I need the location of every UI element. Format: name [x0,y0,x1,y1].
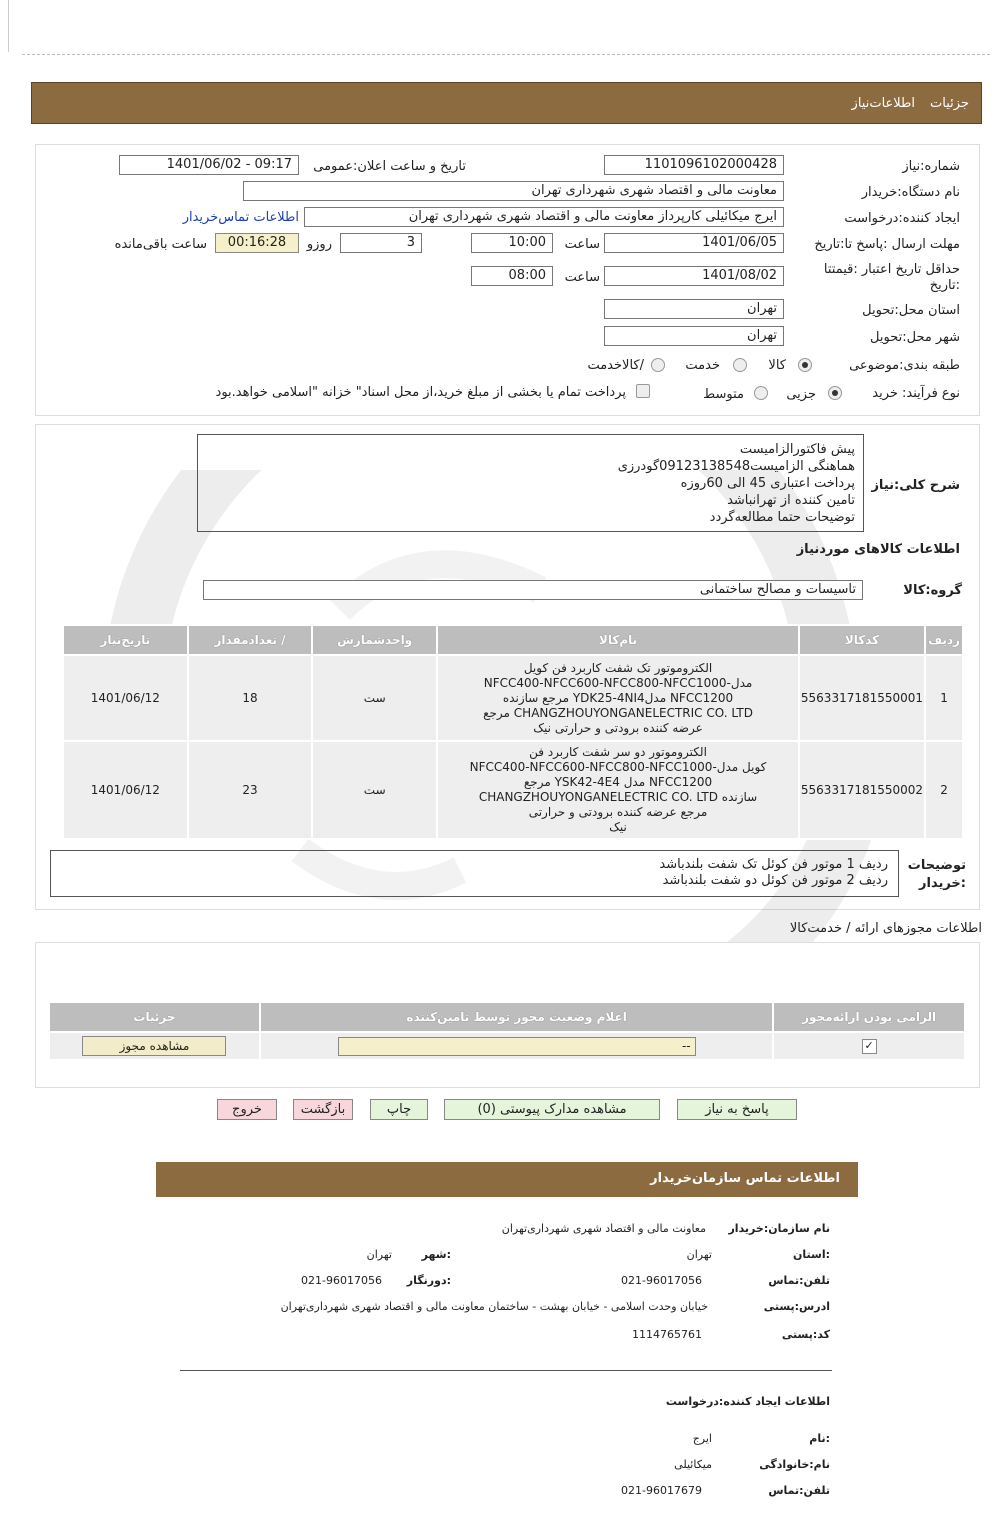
org-value: معاونت مالی و اقتصاد شهری شهرداری‌تهران [501,1222,706,1235]
page-header-bar [31,82,982,124]
cell-name [437,655,799,741]
treasury-payment-note: پرداخت تمام یا بخشی از مبلغ خرید،از محل اسناد" خزانه "اسلامی خواهد.بود [215,385,626,400]
permits-table [48,1001,966,1061]
contact-divider [180,1370,832,1371]
cell-date: 1401/06/12 [63,741,188,839]
summary-label: شرح کلی:نیاز [871,478,960,493]
col-unit: واحدشمارش [312,625,437,655]
address-value: خیابان وحدت اسلامی - خیابان بهشت - ساختمان معاونت مالی و اقتصاد شهری شهرداری‌تهران [280,1300,708,1313]
view-permit-button[interactable]: مشاهده مجوز [82,1036,226,1056]
col-permit-status: اعلام وضعیت مجوز توسط تامین‌کننده [260,1002,773,1032]
tab-need-info[interactable]: اطلاعات‌نیاز [851,96,915,111]
col-permit-required: الزامی بودن ارائه‌مجوز [773,1002,965,1032]
buyer-notes-label-1: توضیحات [907,858,966,873]
col-code: کدکالا [799,625,925,655]
days-label: روزو [306,237,332,252]
goods-table-header [63,625,963,655]
need-number-field: 1101096102000428 [604,155,784,175]
exit-button[interactable]: خروج [217,1099,277,1120]
col-permit-details: جزئیات [49,1002,260,1032]
city-label: شهر محل:تحویل [870,330,960,345]
org-label: نام سازمان:خریدار [728,1222,830,1235]
contact-section-header [156,1162,858,1197]
cell-unit: ست [312,655,437,741]
cell-code: 5563317181550001 [799,655,925,741]
cell-row: 1 [925,655,963,741]
col-name: نام‌کالا [437,625,799,655]
buyer-notes-box [50,850,899,897]
postal-value: 1114765761 [632,1328,702,1341]
buyer-notes-label-2: :خریدار [919,876,966,891]
cell-qty: 18 [188,655,313,741]
address-label: ادرس:پستی [763,1300,830,1313]
view-attachments-button[interactable]: مشاهده مدارک پیوستی (0) [444,1099,660,1120]
cell-permit-details [49,1032,260,1060]
name-line: کویل مدل-NFCC400-NFCC600-NFCC800-NFCC1000 [469,760,767,774]
fax-value: 021-96017056 [301,1274,382,1287]
buyer-contact-link[interactable]: اطلاعات تماس‌خریدار [182,210,299,225]
permit-status-field: -- [338,1037,696,1056]
contact-section-title: اطلاعات تماس سازمان‌خریدار [650,1171,840,1186]
province-value: تهران [686,1248,712,1261]
phone-value: 021-96017056 [621,1274,702,1287]
creator-phone-label: تلفن:تماس [768,1484,830,1497]
goods-group-field: تاسیسات و مصالح ساختمانی [203,580,863,600]
permits-title: اطلاعات مجوزهای ارائه / خدمت‌کالا [789,921,982,936]
remaining-timer: 00:16:28 [215,233,299,253]
province-label: استان محل:تحویل [862,303,960,318]
validity-time-label: ساعت [564,270,600,285]
validity-label-1: حداقل تاریخ اعتبار :قیمتتا [823,262,960,277]
cell-permit-required [773,1032,965,1060]
summary-line: توضیحات حتما مطالعه‌گردد [709,510,855,525]
radio-goods-label: کالا [768,358,786,373]
table-row [63,741,963,839]
summary-line: هماهنگی الزامیست09123138548گودرزی [617,459,855,474]
print-button[interactable]: چاپ [370,1099,428,1120]
top-divider [22,54,990,55]
province-field: تهران [604,299,784,319]
radio-medium[interactable] [754,386,768,400]
radio-service-label: خدمت [685,358,720,373]
remaining-label: ساعت باقی‌مانده [114,237,207,252]
announce-label: تاریخ و ساعت اعلان:عمومی [313,159,466,174]
radio-partial-label: جزیی [786,387,816,402]
creator-name-value: ایرج [692,1432,712,1445]
goods-group-label: گروه:کالا [903,583,962,598]
city-value: تهران [366,1248,392,1261]
buyer-note-line: ردیف 1 موتور فن کوئل تک شفت بلندباشد [659,857,888,872]
need-number-label: شماره:نیاز [902,159,960,174]
col-qty: / تعدادمقدار [188,625,313,655]
validity-label-2: :تاریخ [929,278,960,293]
summary-line: تامین کننده از تهرانباشد [727,493,855,508]
reply-button[interactable]: پاسخ به نیاز [677,1099,797,1120]
col-date: تاریخ‌نیاز [63,625,188,655]
creator-name-label: :نام [809,1432,830,1445]
deadline-time-label: ساعت [564,237,600,252]
summary-box [197,434,864,532]
name-line: الکتروموتور تک شفت کاربرد فن کویل [523,660,713,675]
permits-table-header [49,1002,965,1032]
creator-family-label: نام:خانوادگی [759,1458,830,1471]
radio-service[interactable] [733,358,747,372]
name-line: عرضه کننده برودتی و حرارتی نیک [533,720,703,735]
creator-label: ایجاد کننده:درخواست [844,211,960,226]
process-label: نوع فرآیند: خرید [872,386,960,401]
name-line: سازنده CHANGZHOUYONGANELECTRIC CO. LTD [478,790,758,804]
deadline-label: مهلت ارسال :پاسخ تا:تاریخ [814,237,960,252]
tab-details[interactable]: جزئیات [930,96,969,111]
name-line: الکتروموتور دو سر شفت کاربرد فن [529,745,707,759]
name-line: مرجع عرضه کننده برودتی و حرارتی [528,805,708,819]
name-line: NFCC1200 مدلYDK25-4NI4 مرجع سازنده [502,690,734,705]
table-row [63,655,963,741]
name-line: نیک [609,820,627,834]
buyer-note-line: ردیف 2 موتور فن کوئل دو شفت بلندباشد [662,873,888,888]
col-row: ردیف [925,625,963,655]
province-label: :استان [793,1248,830,1261]
cell-code: 5563317181550002 [799,741,925,839]
name-line: مدل-NFCC400-NFCC600-NFCC800-NFCC1000 [483,675,753,690]
buyer-org-label: نام دستگاه:خریدار [861,185,960,200]
goods-table [62,624,964,840]
name-line: CHANGZHOUYONGANELECTRIC CO. LTD مرجع [483,705,753,720]
fax-label: :دورنگار [406,1274,451,1287]
creator-family-value: میکائیلی [674,1458,712,1471]
category-label: طبقه بندی:موضوعی [849,358,960,373]
back-button[interactable]: بازگشت [293,1099,353,1120]
validity-time-field: 08:00 [471,266,553,286]
creator-field: ایرج میکائیلی کارپرداز معاونت مالی و اقتصاد شهری شهرداری تهران [304,207,784,227]
cell-date: 1401/06/12 [63,655,188,741]
name-line: NFCC1200 مدل YSK42-4E4 مرجع [523,775,713,789]
radio-partial[interactable] [828,386,842,400]
permit-required-checkbox[interactable]: ✓ [862,1039,877,1054]
deadline-date-field: 1401/06/05 [604,233,784,253]
buyer-org-field: معاونت مالی و اقتصاد شهری شهرداری تهران [243,181,784,201]
cell-row: 2 [925,741,963,839]
summary-line: پرداخت اعتباری 45 الی 60روزه [680,476,855,491]
radio-goods-service-label: /کالاخدمت [587,358,644,373]
cell-permit-status [260,1032,773,1060]
goods-section-title: اطلاعات کالاهای موردنیاز [796,542,960,557]
city-label: :شهر [421,1248,451,1261]
phone-label: تلفن:تماس [768,1274,830,1287]
table-row [49,1032,965,1060]
radio-goods[interactable] [798,358,812,372]
days-field: 3 [340,233,422,253]
cell-unit: ست [312,741,437,839]
cell-name [437,741,799,839]
city-field: تهران [604,326,784,346]
radio-medium-label: متوسط [703,387,744,402]
validity-date-field: 1401/08/02 [604,266,784,286]
cell-qty: 23 [188,741,313,839]
summary-line: پیش فاکتورالزامیست [739,442,855,457]
radio-goods-service[interactable] [651,358,665,372]
left-vertical-rule [8,0,9,52]
creator-section-title: اطلاعات ایجاد کننده:درخواست [665,1395,830,1408]
postal-label: کد:پستی [781,1328,830,1341]
announce-field: 1401/06/02 - 09:17 [119,155,299,175]
deadline-time-field: 10:00 [471,233,553,253]
creator-phone-value: 021-96017679 [621,1484,702,1497]
treasury-payment-checkbox[interactable] [636,384,650,398]
